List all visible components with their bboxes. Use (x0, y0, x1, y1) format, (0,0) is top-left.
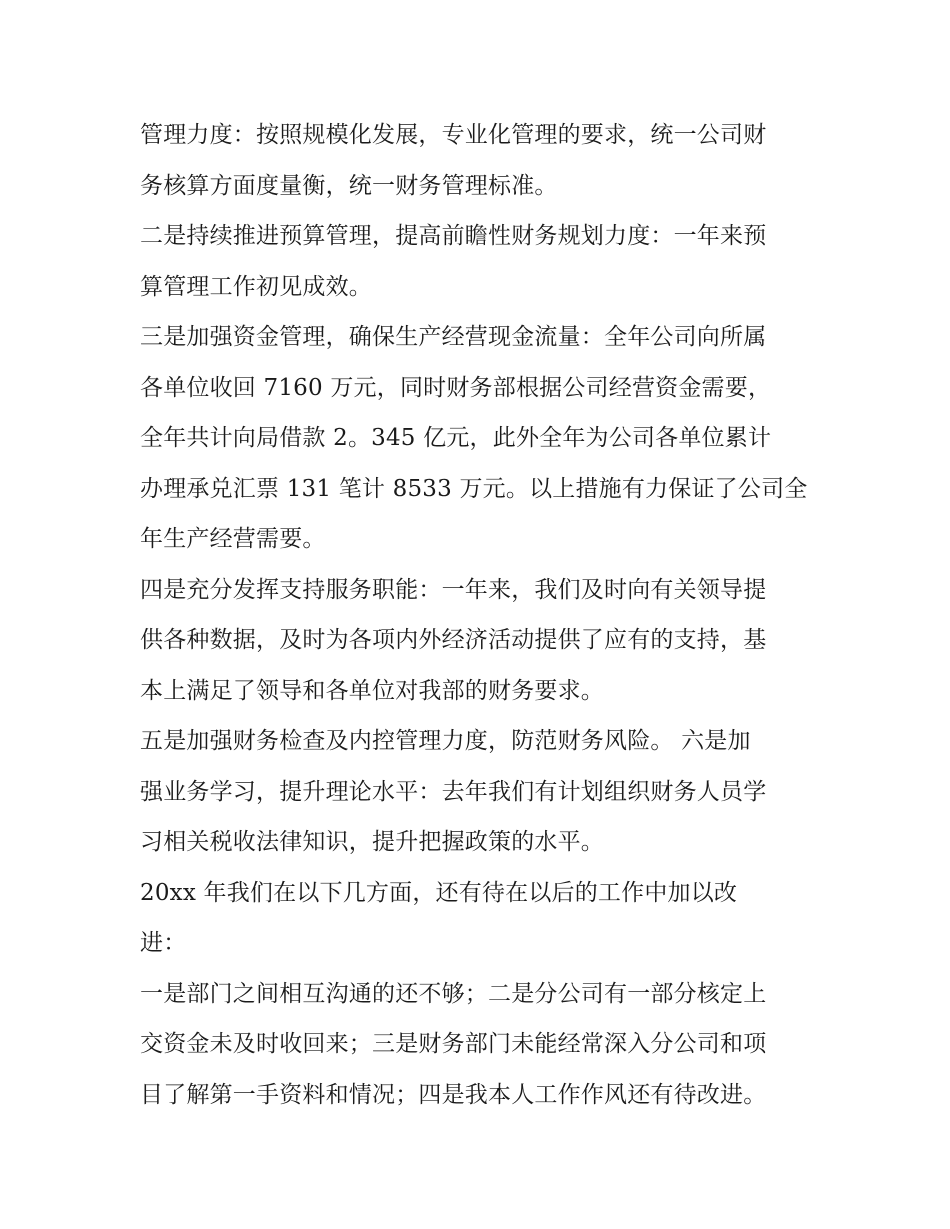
text-line: 强业务学习，提升理论水平：去年我们有计划组织财务人员学 (140, 778, 767, 805)
text-line: 三是加强资金管理，确保生产经营现金流量：全年公司向所属 (140, 324, 767, 350)
text-line: 办理承兑汇票 131 笔计 8533 万元。以上措施有力保证了公司全 (140, 475, 808, 502)
text-line: 算管理工作初见成效。 (140, 273, 372, 300)
text-line: 各单位收回 7160 万元，同时财务部根据公司经营资金需要， (140, 374, 772, 401)
text-line: 20xx 年我们在以下几方面，还有待在以后的工作中加以改 (140, 879, 738, 906)
text-line: 目了解第一手资料和情况；四是我本人工作作风还有待改进。 (140, 1081, 767, 1108)
text-line: 管理力度：按照规模化发展，专业化管理的要求，统一公司财 (140, 122, 767, 148)
text-line: 二是持续推进预算管理，提高前瞻性财务规划力度：一年来预 (140, 223, 767, 249)
text-line: 四是充分发挥支持服务职能：一年来，我们及时向有关领导提 (140, 576, 767, 603)
text-line: 供各种数据，及时为各项内外经济活动提供了应有的支持，基 (140, 627, 767, 653)
text-line: 进： (140, 930, 187, 956)
text-line: 一是部门之间相互沟通的还不够；二是分公司有一部分核定上 (140, 980, 767, 1007)
text-line: 五是加强财务检查及内控管理力度，防范财务风险。 六是加 (140, 728, 751, 754)
text-line: 交资金未及时收回来；三是财务部门未能经常深入分公司和项 (140, 1031, 767, 1057)
text-line: 务核算方面度量衡，统一财务管理标准。 (140, 172, 558, 199)
text-line: 本上满足了领导和各单位对我部的财务要求。 (140, 677, 604, 704)
text-line: 习相关税收法律知识，提升把握政策的水平。 (140, 829, 604, 855)
document-body (140, 110, 830, 1120)
text-line: 年生产经营需要。 (140, 526, 326, 552)
text-line: 全年共计向局借款 2。345 亿元，此外全年为公司各单位累计 (140, 425, 772, 451)
